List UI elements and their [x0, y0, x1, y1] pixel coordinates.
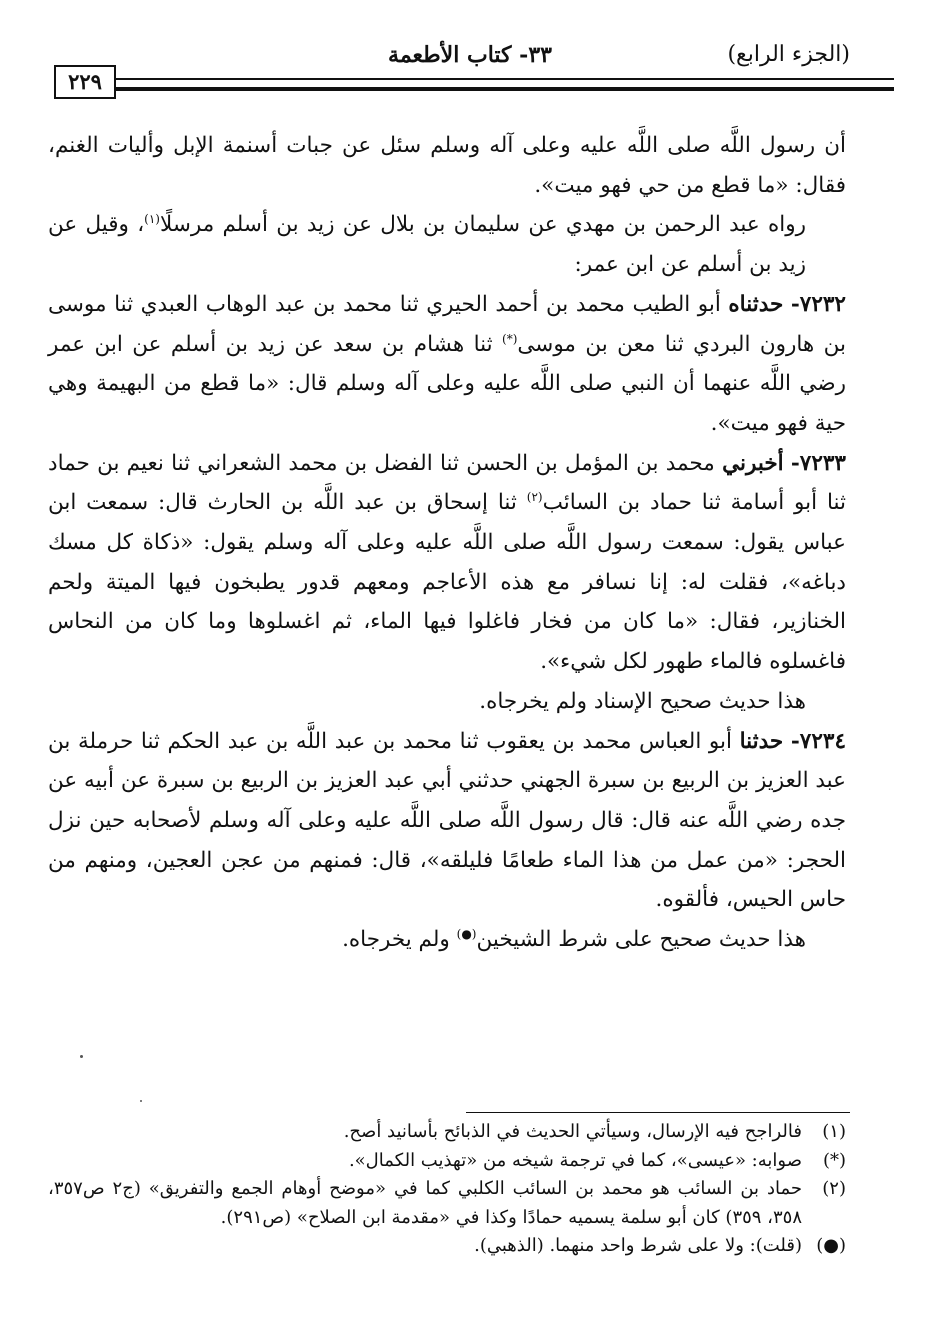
footnote-ref-1: (١)	[144, 212, 160, 227]
scan-speck	[80, 1055, 83, 1058]
verdict-text: هذا حديث صحيح على شرط الشيخين	[476, 927, 806, 953]
paragraph-2-text: رواه عبد الرحمن بن مهدي عن سليمان بن بلال عن زيد بن أسلم مرسلًا	[159, 212, 806, 238]
hadith-number: ٧٢٣٢-	[790, 291, 846, 317]
footnotes	[48, 1118, 846, 1261]
paragraph-1-text: أن رسول اللَّه صلى اللَّه عليه وعلى آله وسلم سئل عن جبات أسنمة الإبل وأليات الغنم، فقال: «ما قطع من حي فهو ميت».	[48, 133, 846, 198]
hadith-keyword: أخبرني	[722, 450, 784, 476]
part-heading: (الجزء الرابع)	[727, 42, 850, 67]
footnote-mark: (*)	[822, 1149, 846, 1171]
page-number: ٢٢٩	[68, 69, 102, 94]
header-rule-thin	[54, 78, 894, 80]
hadith-text: أبو الطيب محمد بن أحمد الحيري ثنا محمد بن عبد الوهاب العبدي ثنا موسى بن هارون البردي ثنا معن بن موسى	[48, 291, 846, 357]
footnote-mark: (٢)	[822, 1178, 846, 1200]
main-text	[48, 126, 846, 960]
hadith-text: أبو العباس محمد بن يعقوب ثنا محمد بن عبد اللَّه بن عبد الحكم ثنا حرملة بن عبد العزيز بن الربيع بن سبرة الجهني حدثني أبي عبد العزيز بن الربيع بن سبرة عن أبيه عن جده رضي اللَّه عنه قال: قال رسول اللَّه صلى اللَّه عليه وعلى آله وسلم لأصحابه حين نزل الحجر: «من عمل من هذا الماء طعامًا فليلقه»، قال: فمنهم من عجن العجين، ومنهم من حاس الحيس، فألقوه.	[48, 728, 846, 913]
header-rule-thick	[54, 87, 894, 91]
hadith-number: ٧٢٣٣-	[790, 450, 846, 476]
hadith-7232	[48, 285, 846, 444]
paragraph-1	[48, 126, 846, 205]
scan-speck	[140, 1100, 142, 1102]
hadith-text: ثنا هشام بن سعد عن زيد بن أسلم عن ابن عمر رضي اللَّه عنهما أن النبي صلى اللَّه عليه وعلى آله وسلم قال: «ما قطع من البهيمة وهي حية فهو ميت».	[48, 331, 846, 436]
page-number-box	[54, 65, 116, 99]
hadith-7233	[48, 444, 846, 682]
verdict-text: هذا حديث صحيح الإسناد ولم يخرجاه.	[479, 688, 806, 714]
footnote-dot	[48, 1232, 846, 1261]
hadith-keyword: حدثناه	[728, 291, 784, 317]
footnote-text: فالراجح فيه الإرسال، وسيأتي الحديث في الذبائح بأسانيد أصح.	[343, 1121, 802, 1142]
footnote-mark: (١)	[822, 1121, 846, 1142]
paragraph-2	[48, 205, 846, 284]
hadith-keyword: حدثنا	[739, 728, 784, 754]
paragraph-2-rest: ، وقيل عن زيد بن أسلم عن ابن عمر:	[48, 212, 806, 278]
footnote-star	[48, 1147, 846, 1176]
footnote-2	[48, 1175, 846, 1232]
hadith-text: محمد بن المؤمل بن الحسن ثنا الفضل بن محمد الشعراني ثنا نعيم بن حماد ثنا أبو أسامة ثنا حماد بن السائب	[48, 450, 847, 516]
hadith-7234	[48, 722, 846, 921]
footnote-mark: (●)	[816, 1235, 846, 1257]
verdict-7234	[48, 920, 846, 960]
footnote-1	[48, 1118, 846, 1147]
hadith-number: ٧٢٣٤-	[790, 728, 846, 754]
footnote-text: صوابه: «عيسى»، كما في ترجمة شيخه من «تهذيب الكمال».	[348, 1149, 802, 1171]
verdict-7233	[48, 682, 846, 722]
footnote-text: حماد بن السائب هو محمد بن السائب الكلبي كما في «موضح أوهام الجمع والتفريق» (ج٢ ص٣٥٧، ٣٥٨، ٣٥٩) كان أبو سلمة يسميه حمادًا وكذا في «مقدمة ابن الصلاح» (ص٢٩١).	[48, 1178, 802, 1228]
footnote-ref-dot: (●)	[456, 926, 477, 941]
footnote-separator	[466, 1112, 850, 1113]
hadith-text: ثنا إسحاق بن عبد اللَّه بن الحارث قال: سمعت ابن عباس يقول: سمعت رسول اللَّه صلى اللَّه عليه وعلى آله وسلم يقول: «ذكاة كل مسك دباغه»، فقلت له: إنا نسافر مع هذه الأعاجم ومعهم قدور يطبخون فيها الميتة ولحم الخنازير، فقال: «ما كان من فخار فاغلوا فيها الماء، ثم اغسلوها وما كان من النحاس فاغسلوه فالماء طهور لكل شيء».	[48, 490, 846, 675]
chapter-heading: ٣٣- كتاب الأطعمة	[388, 42, 552, 68]
footnote-text: (قلت): ولا على شرط واحد منهما. (الذهبي).	[474, 1235, 802, 1257]
footnote-ref-star: (*)	[502, 331, 518, 346]
verdict-text: ولم يخرجاه.	[342, 927, 450, 953]
footnote-ref-2: (٢)	[526, 490, 543, 505]
